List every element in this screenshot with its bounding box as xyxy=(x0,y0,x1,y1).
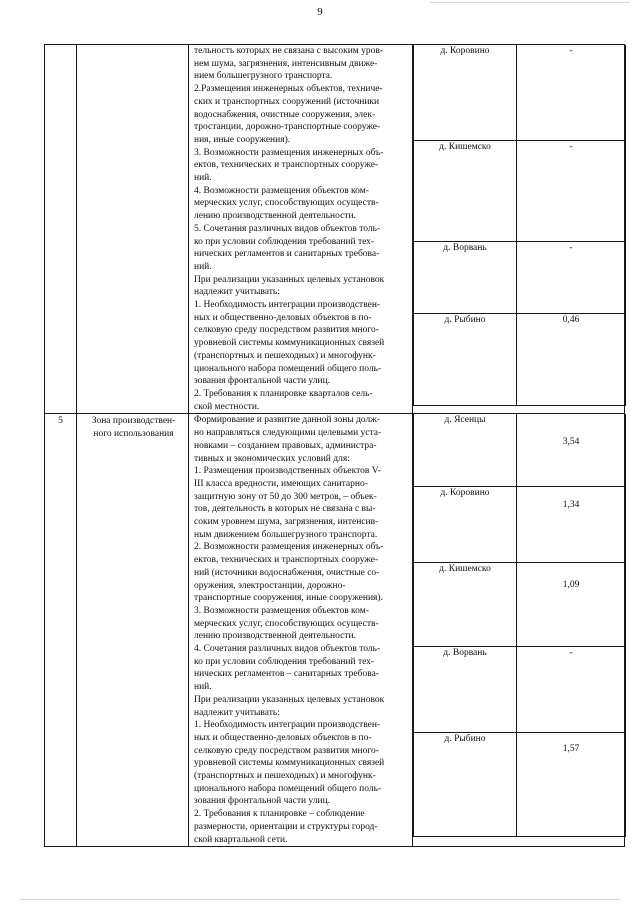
zones-table xyxy=(44,44,625,847)
settlement-name: д. Ворвань xyxy=(414,241,517,313)
description-line: соким уровнем шума, загрязнения, интенсив- xyxy=(194,517,379,528)
description-line: 3. Возможности размещения объектов ком- xyxy=(194,605,369,616)
settlement-name: д. Ворвань xyxy=(414,646,517,732)
description-line: III класса вредности, имеющих санитарно- xyxy=(194,478,368,489)
description-line: тов, деятельность в которых не связана с вы- xyxy=(194,504,376,515)
description-line: мерческих услуг, способствующих осуществ- xyxy=(194,198,379,209)
description-line: Формирование и развитие данной зоны долж- xyxy=(194,415,381,426)
settlement-name: д. Кишемско xyxy=(414,140,517,241)
description-line: зования фронтальной части улиц. xyxy=(194,796,331,807)
settlement-value: - xyxy=(517,241,626,313)
settlement-value: - xyxy=(517,45,626,140)
description-line: ний. xyxy=(194,261,212,272)
description-line: зования фронтальной части улиц. xyxy=(194,376,331,387)
settlement-name: д. Ясенцы xyxy=(414,414,517,486)
settlement-value: 0,46 xyxy=(517,313,626,405)
settlement-name: д. Коровино xyxy=(414,486,517,562)
description-line: защитную зону от 50 до 300 метров, – объек- xyxy=(194,491,377,502)
settlement-value: 1,34 xyxy=(517,486,626,562)
description-line: ко при условии соблюдения требований тех- xyxy=(194,236,375,247)
description-line: ний. xyxy=(194,682,212,693)
description-line: (транспортных и пешеходных) и многофунк- xyxy=(194,350,376,361)
description-line: лению производственной деятельности. xyxy=(194,631,356,642)
description-line: 1. Размещения производственных объектов V- xyxy=(194,466,381,477)
description-line: но направляться следующими целевыми уста- xyxy=(194,428,382,439)
description-line: 2. Требования к планировке кварталов сель- xyxy=(194,388,373,399)
description-line: уровневой системы коммуникационных связей xyxy=(194,338,385,349)
zone-description xyxy=(189,45,413,414)
description-line: размерности, ориентации и структуры город- xyxy=(194,821,378,832)
table-row xyxy=(45,414,625,847)
description-line: (транспортных и пешеходных) и многофунк- xyxy=(194,771,376,782)
settlement-value: 1,09 xyxy=(517,562,626,646)
row-number xyxy=(45,45,77,414)
description-line: водоснабжения, очистные сооружения, элек- xyxy=(194,109,376,120)
description-line: 5. Сочетания различных видов объектов толь- xyxy=(194,223,381,234)
description-line: ских и транспортных сооружений (источники xyxy=(194,96,380,107)
description-line: оружения, электростанции, дорожно- xyxy=(194,580,346,591)
description-line: При реализации указанных целевых установок xyxy=(194,694,385,705)
description-line: ний (источники водоснабжения, очистные со- xyxy=(194,567,380,578)
settlement-name: д. Кишемско xyxy=(414,562,517,646)
description-line: нем шума, загрязнения, интенсивным движе- xyxy=(194,58,378,69)
settlement-value: 3,54 xyxy=(517,414,626,486)
scan-edge-top xyxy=(430,2,630,3)
description-line: ционального набора помещений общего поль- xyxy=(194,783,382,794)
description-line: ко при условии соблюдения требований тех- xyxy=(194,656,375,667)
settlement-values xyxy=(413,414,625,847)
description-line: мерческих услуг, способствующих осуществ- xyxy=(194,618,379,629)
settlement-name: д. Рыбино xyxy=(414,732,517,836)
settlement-name: д. Коровино xyxy=(414,45,517,140)
description-line: 2. Возможности размещения инженерных объ- xyxy=(194,542,384,553)
description-line: нических регламентов – санитарных требова- xyxy=(194,669,379,680)
description-line: надлежит учитывать: xyxy=(194,707,280,718)
description-line: ний. xyxy=(194,173,212,184)
description-line: уровневой системы коммуникационных связей xyxy=(194,758,385,769)
description-line: селковую среду посредством развития много- xyxy=(194,325,379,336)
description-line: ных и общественно-деловых объектов в по- xyxy=(194,732,372,743)
description-line: лению производственной деятельности. xyxy=(194,211,356,222)
description-line: тивных и экономических условий для: xyxy=(194,453,350,464)
settlement-values xyxy=(413,45,625,414)
settlement-name: д. Рыбино xyxy=(414,313,517,405)
description-line: 4. Возможности размещения объектов ком- xyxy=(194,185,369,196)
description-line: ным движением большегрузного транспорта. xyxy=(194,529,378,540)
settlement-value: - xyxy=(517,140,626,241)
zone-description xyxy=(189,414,413,847)
description-line: ных и общественно-деловых объектов в по- xyxy=(194,312,372,323)
settlement-value: - xyxy=(517,646,626,732)
description-line: ектов, технических и транспортных сооруже- xyxy=(194,160,379,171)
description-line: ской квартальной сети. xyxy=(194,834,288,845)
scan-edge-bottom xyxy=(20,899,620,900)
description-line: 1. Необходимость интеграции производствен- xyxy=(194,720,381,731)
description-line: 1. Необходимость интеграции производствен- xyxy=(194,300,381,311)
description-line: 2. Требования к планировке – соблюдение xyxy=(194,809,365,820)
description-line: ционального набора помещений общего поль- xyxy=(194,363,382,374)
description-line: селковую среду посредством развития много- xyxy=(194,745,379,756)
row-number: 5 xyxy=(45,414,77,847)
description-line: тростанции, дорожно-транспортные сооруже- xyxy=(194,122,381,133)
description-line: При реализации указанных целевых установок xyxy=(194,274,385,285)
description-line: нием большегрузного транспорта. xyxy=(194,71,333,82)
zone-name: Зона производствен-ного использования xyxy=(77,414,189,847)
zone-name xyxy=(77,45,189,414)
description-line: надлежит учитывать: xyxy=(194,287,280,298)
description-line: ектов, технических и транспортных сооруже- xyxy=(194,555,379,566)
page-number: 9 xyxy=(317,6,323,18)
description-line: транспортные сооружения, иные сооружения). xyxy=(194,593,383,604)
description-line: нических регламентов и санитарных требова- xyxy=(194,249,380,260)
description-line: новками – созданием правовых, администра- xyxy=(194,440,377,451)
description-line: 3. Возможности размещения инженерных объ- xyxy=(194,147,384,158)
description-line: ния, иные сооружения). xyxy=(194,134,291,145)
description-line: 2.Размещения инженерных объектов, техниче- xyxy=(194,84,383,95)
settlement-value: 1,57 xyxy=(517,732,626,836)
description-line: 4. Сочетания различных видов объектов толь- xyxy=(194,644,381,655)
table-row xyxy=(45,45,625,414)
description-line: тельность которых не связана с высоким уров- xyxy=(194,46,384,56)
description-line: ской местности. xyxy=(194,401,260,412)
